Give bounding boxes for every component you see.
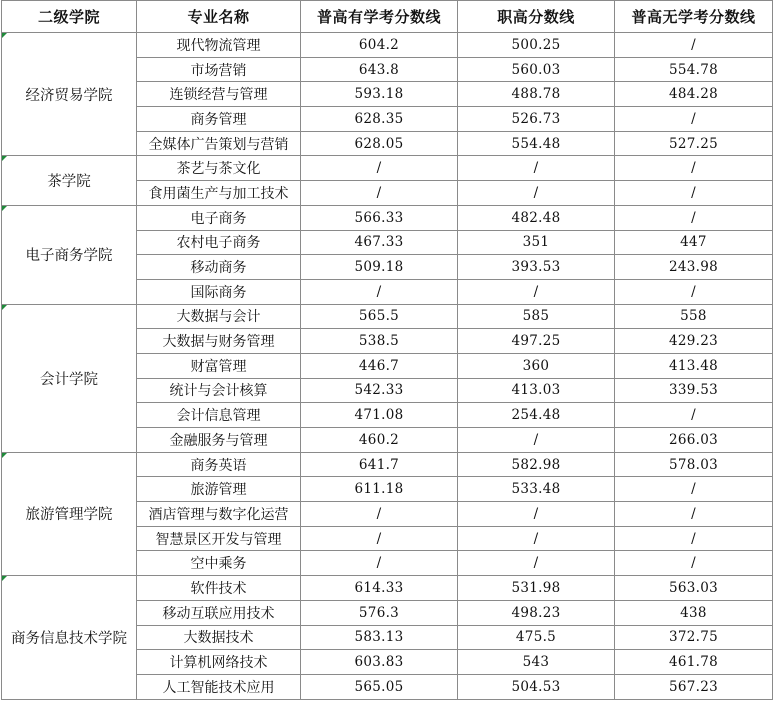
major-cell: 移动商务 xyxy=(137,255,301,280)
score-general-without-exam-cell: / xyxy=(615,181,773,206)
score-general-without-exam-cell: 413.48 xyxy=(615,353,773,378)
major-cell: 连锁经营与管理 xyxy=(137,82,301,107)
major-cell: 农村电子商务 xyxy=(137,230,301,255)
major-cell: 商务英语 xyxy=(137,452,301,477)
college-cell xyxy=(2,452,137,575)
score-general-with-exam-cell: 509.18 xyxy=(301,255,458,280)
score-vocational-cell: 488.78 xyxy=(458,82,615,107)
score-general-with-exam-cell: 611.18 xyxy=(301,477,458,502)
score-general-with-exam-cell: 565.5 xyxy=(301,304,458,329)
score-general-without-exam-cell: 567.23 xyxy=(615,674,773,699)
score-general-with-exam-cell: 583.13 xyxy=(301,625,458,650)
score-vocational-cell: 504.53 xyxy=(458,674,615,699)
score-general-without-exam-cell: 339.53 xyxy=(615,378,773,403)
major-cell: 金融服务与管理 xyxy=(137,428,301,453)
corner-mark xyxy=(2,206,7,211)
score-vocational-cell: 393.53 xyxy=(458,255,615,280)
major-cell: 酒店管理与数字化运营 xyxy=(137,502,301,527)
score-general-without-exam-cell: 447 xyxy=(615,230,773,255)
table-header xyxy=(2,1,773,33)
score-vocational-cell: / xyxy=(458,551,615,576)
score-general-with-exam-cell: 628.35 xyxy=(301,107,458,132)
score-vocational-cell: 500.25 xyxy=(458,33,615,58)
score-general-without-exam-cell: 461.78 xyxy=(615,650,773,675)
college-name: 经济贸易学院 xyxy=(25,87,113,104)
corner-mark xyxy=(2,576,7,581)
score-general-without-exam-cell: / xyxy=(615,33,773,58)
score-general-without-exam-cell: / xyxy=(615,551,773,576)
score-general-without-exam-cell: 484.28 xyxy=(615,82,773,107)
score-vocational-cell: 497.25 xyxy=(458,329,615,354)
table-row xyxy=(2,205,773,230)
score-general-with-exam-cell: 643.8 xyxy=(301,57,458,82)
header-college: 二级学院 xyxy=(2,1,137,33)
score-general-with-exam-cell: / xyxy=(301,279,458,304)
corner-mark xyxy=(2,156,7,161)
score-general-with-exam-cell: 446.7 xyxy=(301,353,458,378)
major-cell: 旅游管理 xyxy=(137,477,301,502)
score-general-without-exam-cell: / xyxy=(615,205,773,230)
score-general-without-exam-cell: / xyxy=(615,526,773,551)
score-general-without-exam-cell: / xyxy=(615,156,773,181)
score-general-with-exam-cell: 566.33 xyxy=(301,205,458,230)
college-cell xyxy=(2,576,137,699)
major-cell: 现代物流管理 xyxy=(137,33,301,58)
college-name: 会计学院 xyxy=(40,371,98,388)
score-vocational-cell: 533.48 xyxy=(458,477,615,502)
college-name: 电子商务学院 xyxy=(25,248,113,265)
major-cell: 会计信息管理 xyxy=(137,403,301,428)
college-cell xyxy=(2,156,137,205)
score-vocational-cell: / xyxy=(458,156,615,181)
table-row xyxy=(2,33,773,58)
major-cell: 大数据技术 xyxy=(137,625,301,650)
major-cell: 电子商务 xyxy=(137,205,301,230)
score-vocational-cell: 351 xyxy=(458,230,615,255)
score-vocational-cell: / xyxy=(458,428,615,453)
score-general-without-exam-cell: 527.25 xyxy=(615,131,773,156)
score-vocational-cell: 585 xyxy=(458,304,615,329)
score-general-without-exam-cell: 372.75 xyxy=(615,625,773,650)
score-general-without-exam-cell: 554.78 xyxy=(615,57,773,82)
score-vocational-cell: 560.03 xyxy=(458,57,615,82)
score-general-without-exam-cell: / xyxy=(615,502,773,527)
table-row xyxy=(2,304,773,329)
score-general-without-exam-cell: 429.23 xyxy=(615,329,773,354)
score-general-with-exam-cell: 467.33 xyxy=(301,230,458,255)
score-vocational-cell: 554.48 xyxy=(458,131,615,156)
header-score-general-with-exam: 普高有学考分数线 xyxy=(301,1,458,33)
major-cell: 空中乘务 xyxy=(137,551,301,576)
score-vocational-cell: / xyxy=(458,181,615,206)
score-general-with-exam-cell: / xyxy=(301,526,458,551)
table-row xyxy=(2,576,773,601)
major-cell: 统计与会计核算 xyxy=(137,378,301,403)
score-general-with-exam-cell: / xyxy=(301,181,458,206)
score-general-with-exam-cell: 628.05 xyxy=(301,131,458,156)
score-general-without-exam-cell: / xyxy=(615,107,773,132)
score-general-with-exam-cell: / xyxy=(301,502,458,527)
score-vocational-cell: 254.48 xyxy=(458,403,615,428)
score-general-with-exam-cell: 576.3 xyxy=(301,600,458,625)
score-general-without-exam-cell: 438 xyxy=(615,600,773,625)
score-vocational-cell: 482.48 xyxy=(458,205,615,230)
score-vocational-cell: / xyxy=(458,502,615,527)
score-general-without-exam-cell: 563.03 xyxy=(615,576,773,601)
score-general-with-exam-cell: 565.05 xyxy=(301,674,458,699)
score-vocational-cell: 475.5 xyxy=(458,625,615,650)
header-major: 专业名称 xyxy=(137,1,301,33)
major-cell: 大数据与财务管理 xyxy=(137,329,301,354)
table-row xyxy=(2,452,773,477)
score-general-with-exam-cell: 614.33 xyxy=(301,576,458,601)
header-row xyxy=(2,1,773,33)
college-cell xyxy=(2,205,137,304)
score-general-with-exam-cell: 603.83 xyxy=(301,650,458,675)
score-general-with-exam-cell: / xyxy=(301,156,458,181)
score-vocational-cell: 526.73 xyxy=(458,107,615,132)
major-cell: 计算机网络技术 xyxy=(137,650,301,675)
score-general-without-exam-cell: 243.98 xyxy=(615,255,773,280)
score-vocational-cell: 531.98 xyxy=(458,576,615,601)
table-row xyxy=(2,156,773,181)
major-cell: 人工智能技术应用 xyxy=(137,674,301,699)
score-general-without-exam-cell: / xyxy=(615,403,773,428)
score-general-with-exam-cell: 641.7 xyxy=(301,452,458,477)
header-score-general-without-exam: 普高无学考分数线 xyxy=(615,1,773,33)
score-general-without-exam-cell: / xyxy=(615,279,773,304)
score-vocational-cell: / xyxy=(458,279,615,304)
score-general-with-exam-cell: 471.08 xyxy=(301,403,458,428)
college-cell xyxy=(2,33,137,156)
score-general-without-exam-cell: 558 xyxy=(615,304,773,329)
major-cell: 茶艺与茶文化 xyxy=(137,156,301,181)
major-cell: 大数据与会计 xyxy=(137,304,301,329)
header-score-vocational: 职高分数线 xyxy=(458,1,615,33)
score-vocational-cell: 498.23 xyxy=(458,600,615,625)
score-general-without-exam-cell: 578.03 xyxy=(615,452,773,477)
score-general-with-exam-cell: / xyxy=(301,551,458,576)
score-general-with-exam-cell: 593.18 xyxy=(301,82,458,107)
college-name: 茶学院 xyxy=(47,174,91,191)
college-name: 商务信息技术学院 xyxy=(11,630,127,647)
score-vocational-cell: 543 xyxy=(458,650,615,675)
score-general-without-exam-cell: 266.03 xyxy=(615,428,773,453)
corner-mark xyxy=(2,305,7,310)
corner-mark xyxy=(2,453,7,458)
major-cell: 市场营销 xyxy=(137,57,301,82)
college-cell xyxy=(2,304,137,452)
score-vocational-cell: 413.03 xyxy=(458,378,615,403)
major-cell: 软件技术 xyxy=(137,576,301,601)
score-vocational-cell: 582.98 xyxy=(458,452,615,477)
admission-score-table xyxy=(1,0,773,700)
score-general-with-exam-cell: 604.2 xyxy=(301,33,458,58)
score-general-without-exam-cell: / xyxy=(615,477,773,502)
major-cell: 移动互联应用技术 xyxy=(137,600,301,625)
score-vocational-cell: / xyxy=(458,526,615,551)
major-cell: 商务管理 xyxy=(137,107,301,132)
table-body xyxy=(2,33,773,700)
major-cell: 智慧景区开发与管理 xyxy=(137,526,301,551)
corner-mark xyxy=(2,33,7,38)
score-general-with-exam-cell: 542.33 xyxy=(301,378,458,403)
score-vocational-cell: 360 xyxy=(458,353,615,378)
score-general-with-exam-cell: 538.5 xyxy=(301,329,458,354)
college-name: 旅游管理学院 xyxy=(25,507,113,524)
score-general-with-exam-cell: 460.2 xyxy=(301,428,458,453)
major-cell: 食用菌生产与加工技术 xyxy=(137,181,301,206)
major-cell: 财富管理 xyxy=(137,353,301,378)
major-cell: 国际商务 xyxy=(137,279,301,304)
major-cell: 全媒体广告策划与营销 xyxy=(137,131,301,156)
